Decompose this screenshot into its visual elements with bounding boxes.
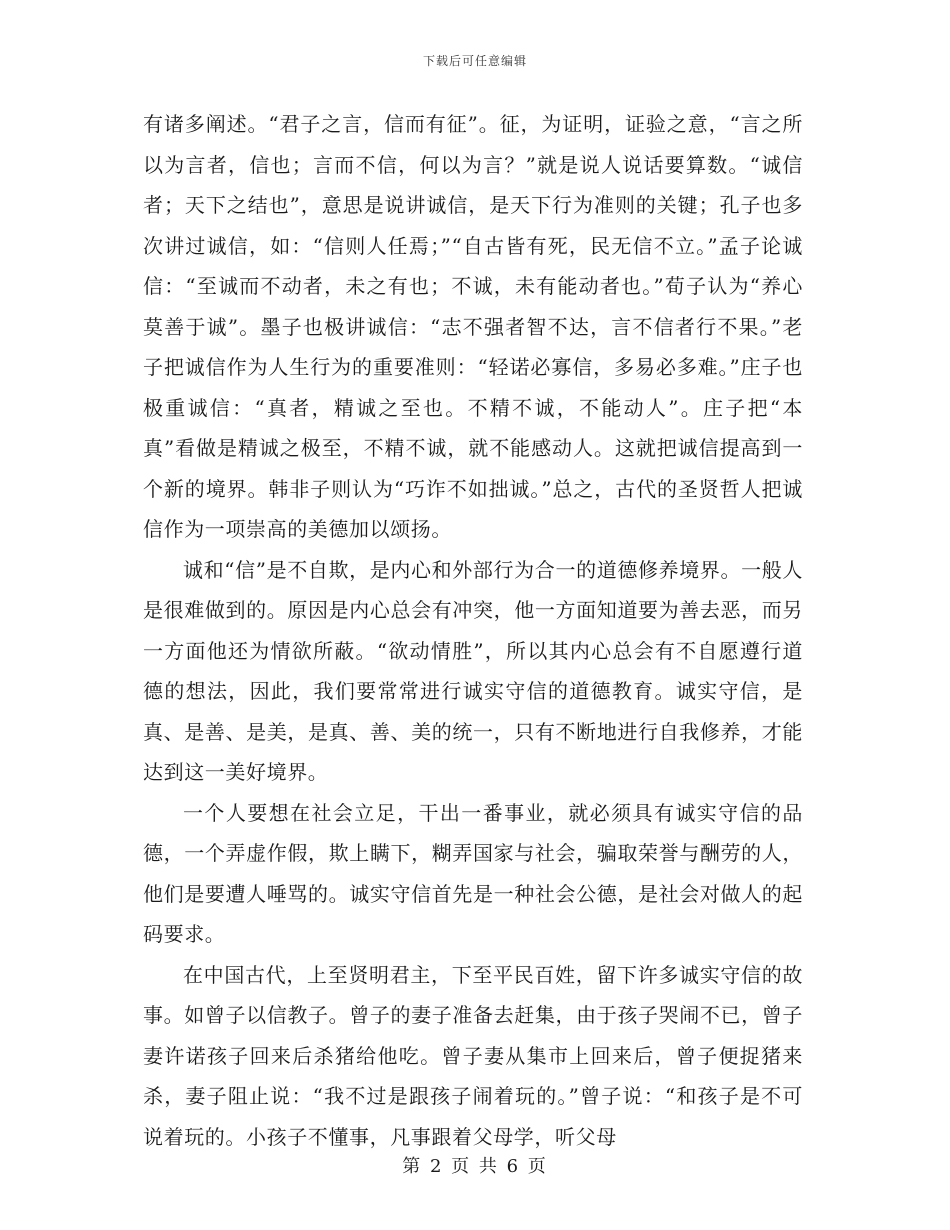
paragraph-1: 有诸多阐述。“君子之言，信而有征”。征，为证明，证验之意，“言之所以为言者，信也；言而不信，何以为言？”就是说人说话要算数。“诚信者；天下之结也”，意思是说讲诚信，是天下行为准则的关键；孔子也多次讲过诚信，如：“信则人任焉；”“自古皆有死，民无信不立。”孟子论诚信：“至诚而不动者，未之有也；不诚，未有能动者也。”荀子认为“养心莫善于诚”。墨子也极讲诚信：“志不强者智不达，言不信者行不果。”老子把诚信作为人生行为的重要准则：“轻诺必寡信，多易必多难。”庄子也极重诚信：“真者，精诚之至也。不精不诚，不能动人”。庄子把“本真”看做是精诚之极至，不精不诚，就不能感动人。这就把诚信提高到一个新的境界。韩非子则认为“巧诈不如拙诚。”总之，古代的圣贤哲人把诚信作为一项崇高的美德加以颂扬。: [143, 112, 803, 541]
page-footer: [0, 1152, 950, 1178]
paragraph-3: 一个人要想在社会立足，干出一番事业，就必须具有诚实守信的品德，一个弄虚作假，欺上瞒下，糊弄国家与社会，骗取荣誉与酬劳的人，他们是要遭人唾骂的。诚实守信首先是一种社会公德，是社会对做人的起码要求。: [143, 800, 803, 946]
page-header: 下载后可任意编辑: [422, 54, 527, 68]
document-body: [143, 104, 803, 1157]
page-number: 第 2 页 共 6 页: [402, 1156, 548, 1177]
paragraph-4: 在中国古代，上至贤明君主，下至平民百姓，留下许多诚实守信的故事。如曾子以信教子。曾子的妻子准备去赶集，由于孩子哭闹不已，曾子妻许诺孩子回来后杀猪给他吃。曾子妻从集市上回来后，曾子便捉猪来杀，妻子阻止说：“我不过是跟孩子闹着玩的。”曾子说：“和孩子是不可说着玩的。小孩子不懂事，凡事跟着父母学，听父母: [143, 962, 803, 1149]
paragraph-2: 诚和“信”是不自欺，是内心和外部行为合一的道德修养境界。一般人是很难做到的。原因是内心总会有冲突，他一方面知道要为善去恶，而另一方面他还为情欲所蔽。“欲动情胜”，所以其内心总会有不自愿遵行道德的想法，因此，我们要常常进行诚实守信的道德教育。诚实守信，是真、是善、是美，是真、善、美的统一，只有不断地进行自我修养，才能达到这一美好境界。: [143, 557, 803, 784]
